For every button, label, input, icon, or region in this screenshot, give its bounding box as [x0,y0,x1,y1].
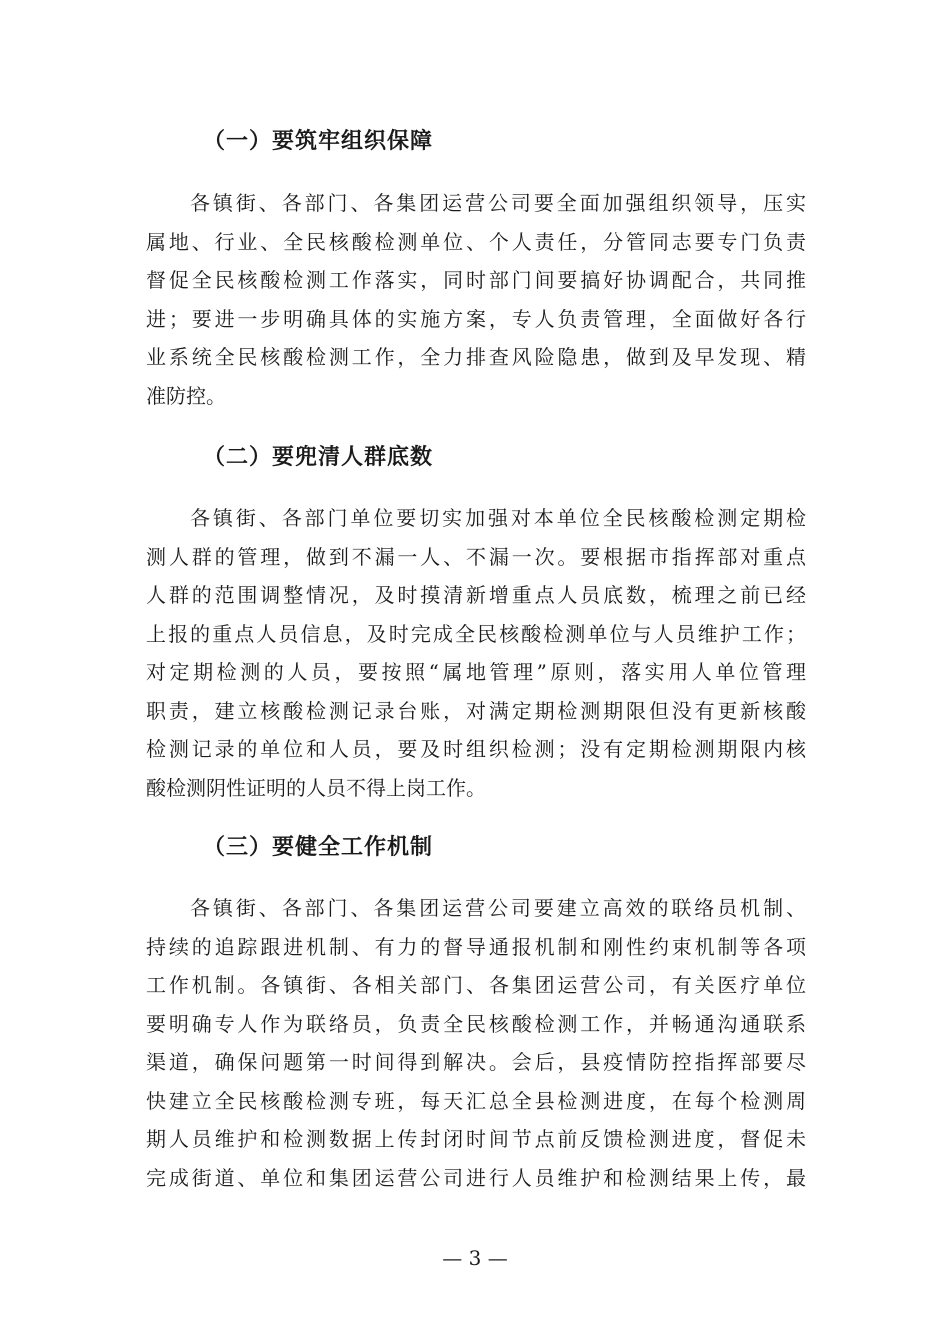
paragraph-line: 酸检测阴性证明的人员不得上岗工作。 [146,775,486,800]
paragraph-line: 督促全民核酸检测工作落实，同时部门间要搞好协调配合，共同推 [146,268,806,292]
paragraph-line: 准防控。 [146,383,226,408]
paragraph-line: 工作机制。各镇街、各相关部门、各集团运营公司，有关医疗单位 [146,973,806,997]
section-paragraph-1 [146,184,806,415]
section-heading-2: （二）要兜清人群底数 [203,445,434,470]
paragraph-line: 要明确专人作为联络员，负责全民核酸检测工作，并畅通沟通联系 [146,1011,806,1036]
paragraph-line: 快建立全民核酸检测专班，每天汇总全县检测进度，在每个检测周 [146,1088,806,1113]
paragraph-line: 期人员维护和检测数据上传封闭时间节点前反馈检测进度，督促未 [146,1127,806,1151]
paragraph-line: 对定期检测的人员，要按照“属地管理”原则，落实用人单位管理 [146,660,806,684]
paragraph-line: 人群的范围调整情况，及时摸清新增重点人员底数，梳理之前已经 [146,583,806,607]
paragraph-line: 各镇街、各部门、各集团运营公司要建立高效的联络员机制、 [190,896,806,920]
paragraph-line: 持续的追踪跟进机制、有力的督导通报机制和刚性约束机制等各项 [146,934,806,959]
paragraph-line: 测人群的管理，做到不漏一人、不漏一次。要根据市指挥部对重点 [146,544,806,569]
paragraph-line: 属地、行业、全民核酸检测单位、个人责任，分管同志要专门负责 [146,229,806,254]
paragraph-line: 上报的重点人员信息，及时完成全民核酸检测单位与人员维护工作； [146,621,806,646]
section-paragraph-2 [146,499,806,807]
section-heading-1: （一）要筑牢组织保障 [203,129,434,154]
page-number: — 3 — [442,1246,508,1270]
paragraph-line: 渠道，确保问题第一时间得到解决。会后，县疫情防控指挥部要尽 [146,1050,806,1074]
paragraph-line: 各镇街、各部门单位要切实加强对本单位全民核酸检测定期检 [190,506,806,530]
paragraph-line: 检测记录的单位和人员，要及时组织检测；没有定期检测期限内核 [146,737,806,761]
paragraph-line: 职责，建立核酸检测记录台账，对满定期检测期限但没有更新核酸 [146,698,806,723]
section-heading-3: （三）要健全工作机制 [203,835,434,860]
paragraph-line: 进；要进一步明确具体的实施方案，专人负责管理，全面做好各行 [146,306,806,331]
paragraph-line: 完成街道、单位和集团运营公司进行人员维护和检测结果上传，最 [146,1165,806,1190]
paragraph-line: 业系统全民核酸检测工作，全力排查风险隐患，做到及早发现、精 [146,345,806,369]
paragraph-line: 各镇街、各部门、各集团运营公司要全面加强组织领导，压实 [190,191,806,215]
section-paragraph-3 [146,889,806,1197]
